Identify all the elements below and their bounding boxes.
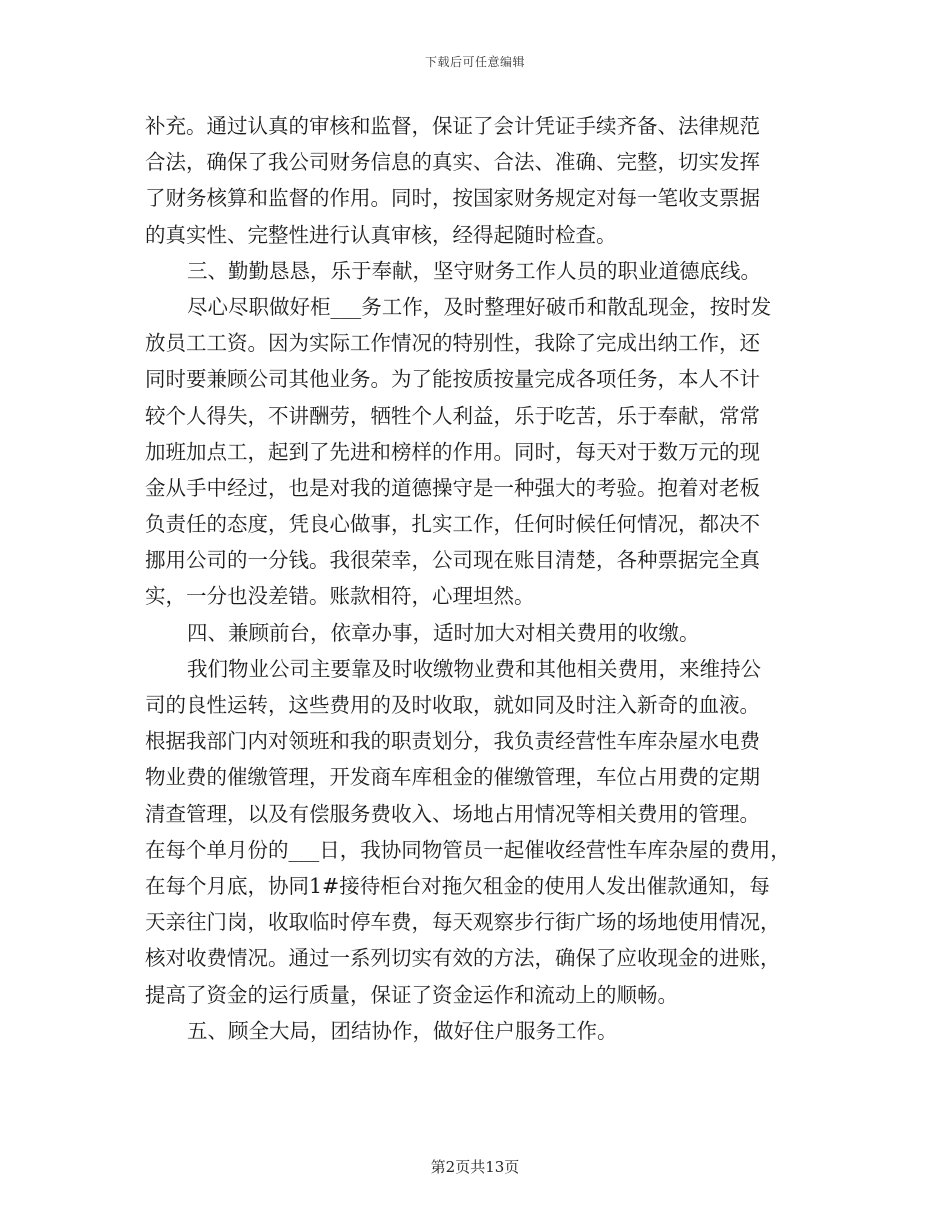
body-line: 同时要兼顾公司其他业务。为了能按质按量完成各项任务，本人不计 bbox=[145, 367, 760, 392]
page-number: 第2页共13页 bbox=[430, 1158, 520, 1176]
body-line: 放员工工资。因为实际工作情况的特别性，我除了完成出纳工作，还 bbox=[145, 331, 760, 356]
body-line: 天亲往门岗，收取临时停车费，每天观察步行街广场的场地使用情况， bbox=[145, 910, 781, 935]
body-line: 加班加点工，起到了先进和榜样的作用。同时，每天对于数万元的现 bbox=[145, 439, 760, 464]
body-line: 根据我部门内对领班和我的职责划分，我负责经营性车库杂屋水电费 bbox=[145, 729, 760, 754]
body-line: 清查管理，以及有偿服务费收入、场地占用情况等相关费用的管理。 bbox=[145, 801, 760, 826]
body-line: 我们物业公司主要靠及时收缴物业费和其他相关费用，来维持公 bbox=[187, 656, 761, 681]
body-line: 较个人得失，不讲酬劳，牺牲个人利益，乐于吃苦，乐于奉献，常常 bbox=[145, 403, 760, 428]
section-heading-5: 五、顾全大局，团结协作，做好住户服务工作。 bbox=[187, 1018, 618, 1043]
body-line: 尽心尽职做好柜___务工作，及时整理好破币和散乱现金，按时发 bbox=[187, 294, 772, 319]
body-line: 合法，确保了我公司财务信息的真实、合法、准确、完整，切实发挥 bbox=[145, 150, 760, 175]
body-line: 补充。通过认真的审核和监督，保证了会计凭证手续齐备、法律规范 bbox=[145, 114, 760, 138]
body-line: 负责任的态度，凭良心做事，扎实工作，任何时候任何情况，都决不 bbox=[145, 512, 760, 537]
page-header-note: 下载后可任意编辑 bbox=[424, 55, 525, 69]
body-line: 核对收费情况。通过一系列切实有效的方法，确保了应收现金的进账， bbox=[145, 946, 781, 971]
body-line: 物业费的催缴管理，开发商车库租金的催缴管理，车位占用费的定期 bbox=[145, 765, 760, 790]
section-heading-3: 三、勤勤恳恳，乐于奉献，坚守财务工作人员的职业道德底线。 bbox=[187, 258, 761, 283]
body-line: 了财务核算和监督的作用。同时，按国家财务规定对每一笔收支票据 bbox=[145, 186, 760, 211]
body-line: 实，一分也没差错。账款相符，心理坦然。 bbox=[145, 584, 535, 609]
body-line: 的真实性、完整性进行认真审核，经得起随时检查。 bbox=[145, 222, 617, 247]
body-line: 金从手中经过，也是对我的道德操守是一种强大的考验。抱着对老板 bbox=[145, 475, 760, 500]
section-heading-4: 四、兼顾前台，依章办事，适时加大对相关费用的收缴。 bbox=[187, 620, 700, 645]
body-line: 司的良性运转，这些费用的及时收取，就如同及时注入新奇的血液。 bbox=[145, 693, 760, 717]
body-line: 在每个月底，协同1#接待柜台对拖欠租金的使用人发出催款通知，每 bbox=[145, 873, 770, 898]
body-line: 挪用公司的一分钱。我很荣幸，公司现在账目清楚，各种票据完全真 bbox=[145, 548, 760, 573]
body-line: 在每个单月份的___日，我协同物管员一起催收经营性车库杂屋的费用， bbox=[145, 837, 791, 862]
document-body bbox=[145, 108, 815, 1049]
body-line: 提高了资金的运行质量，保证了资金运作和流动上的顺畅。 bbox=[145, 982, 678, 1007]
